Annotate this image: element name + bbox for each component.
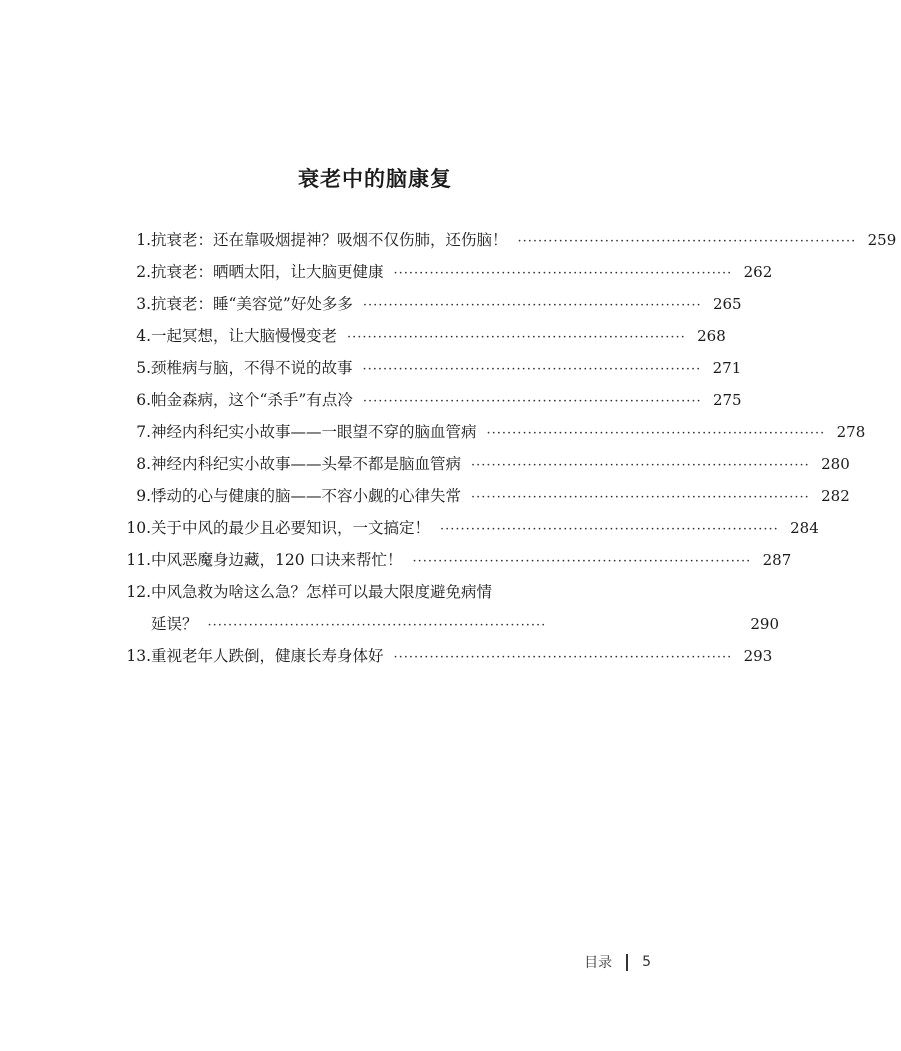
toc-entry-2[interactable] xyxy=(0,260,773,292)
dot-leader: ·································································· xyxy=(471,490,810,505)
entry-number: 5. xyxy=(136,359,151,377)
dot-leader: ·································································· xyxy=(486,426,826,441)
entry-page: 282 xyxy=(821,487,850,505)
dot-leader: ·································································· xyxy=(362,298,702,313)
toc-entry-12[interactable] xyxy=(0,580,750,612)
entry-number: 9. xyxy=(136,487,151,505)
entry-number: 8. xyxy=(136,455,151,473)
toc-entry-13[interactable] xyxy=(0,644,773,676)
entry-page: 287 xyxy=(762,551,792,569)
entry-page: 275 xyxy=(712,391,742,409)
toc-entry-7[interactable] xyxy=(0,420,866,452)
entry-page: 284 xyxy=(790,519,819,537)
entry-title-continued: 延误？ xyxy=(151,615,198,633)
entry-page: 293 xyxy=(743,647,773,665)
toc-entry-11[interactable] xyxy=(0,548,792,580)
entry-page: 278 xyxy=(836,423,866,441)
dot-leader: ·································································· xyxy=(471,458,810,473)
entry-title: 关于中风的最少且必要知识，一文搞定！ xyxy=(151,519,431,537)
entry-title: 抗衰老：睡“美容觉”好处多多 xyxy=(151,295,353,313)
section-title: 衰老中的脑康复 xyxy=(298,166,452,191)
entry-title: 悸动的心与健康的脑——不容小觑的心律失常 xyxy=(151,487,462,505)
entry-page: 280 xyxy=(821,455,850,473)
toc-entry-10[interactable] xyxy=(0,516,819,548)
entry-title: 一起冥想，让大脑慢慢变老 xyxy=(151,327,338,345)
entry-number: 12. xyxy=(126,583,151,601)
entry-number: 4. xyxy=(136,327,151,345)
dot-leader: ·································································· xyxy=(362,394,702,409)
toc-entry-5[interactable] xyxy=(0,356,750,388)
dot-leader: ·································································· xyxy=(440,522,779,537)
entry-page: 262 xyxy=(743,263,773,281)
entry-title: 中风急救为啥这么急？怎样可以最大限度避免病情 xyxy=(151,583,493,601)
entry-title: 中风恶魔身边藏，120 口诀来帮忙！ xyxy=(151,551,403,569)
dot-leader: ·································································· xyxy=(393,266,733,281)
entry-title: 神经内科纪实小故事——一眼望不穿的脑血管病 xyxy=(151,423,477,441)
toc-entry-1[interactable] xyxy=(0,228,897,260)
entry-number: 2. xyxy=(136,263,151,281)
footer-divider xyxy=(626,954,628,971)
dot-leader: ·································································· xyxy=(412,554,752,569)
entry-page: 271 xyxy=(712,359,742,377)
toc-entry-6[interactable] xyxy=(0,388,750,420)
toc-entry-8[interactable] xyxy=(0,452,850,484)
entry-page: 290 xyxy=(750,615,779,633)
entry-number: 3. xyxy=(136,295,151,313)
entry-number: 6. xyxy=(136,391,151,409)
entry-title: 颈椎病与脑，不得不说的故事 xyxy=(151,359,353,377)
entry-number: 1. xyxy=(136,231,151,249)
entry-number: 7. xyxy=(136,423,151,441)
dot-leader: ·································································· xyxy=(362,362,702,377)
footer-label: 目录 xyxy=(584,955,613,971)
entry-page: 265 xyxy=(712,295,742,313)
dot-leader: ·································································· xyxy=(517,234,857,249)
entry-number: 10. xyxy=(126,519,151,537)
entry-page: 268 xyxy=(697,327,726,345)
entry-title: 抗衰老：还在靠吸烟提神？吸烟不仅伤肺，还伤脑！ xyxy=(151,231,508,249)
toc-entry-9[interactable] xyxy=(0,484,850,516)
entry-title: 重视老年人跌倒，健康长寿身体好 xyxy=(151,647,384,665)
entry-page: 259 xyxy=(867,231,897,249)
toc-entry-4[interactable] xyxy=(0,324,750,356)
entry-number: 13. xyxy=(126,647,151,665)
dot-leader: ·································································· xyxy=(347,330,686,345)
entry-title: 抗衰老：晒晒太阳，让大脑更健康 xyxy=(151,263,384,281)
toc-entry-3[interactable] xyxy=(0,292,750,324)
dot-leader: ·································································· xyxy=(393,650,733,665)
entry-title: 神经内科纪实小故事——头晕不都是脑血管病 xyxy=(151,455,462,473)
entry-number: 11. xyxy=(126,551,151,569)
toc-entry-12-continued[interactable] xyxy=(0,612,901,644)
footer-page-number: 5 xyxy=(642,954,651,970)
entry-title: 帕金森病，这个“杀手”有点冷 xyxy=(151,391,353,409)
page-footer xyxy=(584,952,651,972)
dot-leader: ·································································· xyxy=(207,618,547,633)
